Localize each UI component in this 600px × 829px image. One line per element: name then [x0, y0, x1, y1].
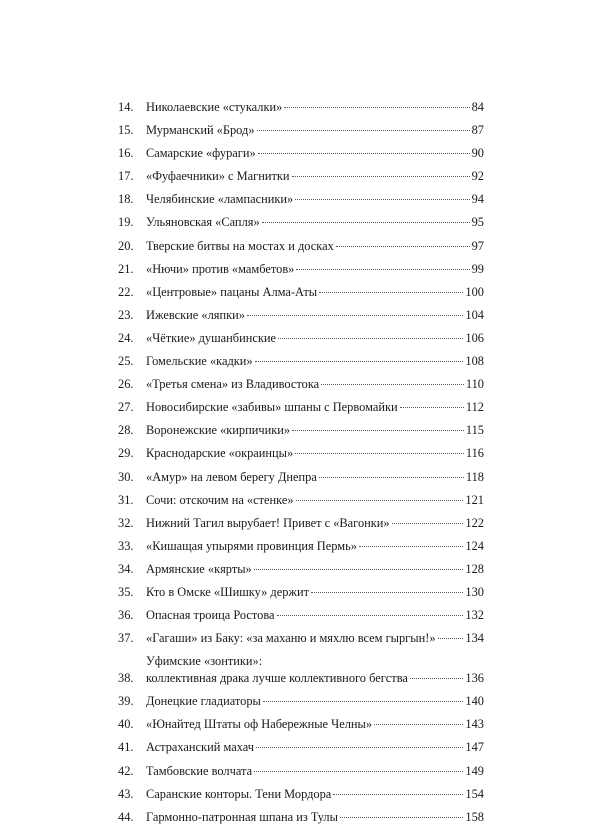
toc-entry-number: 32. — [118, 515, 134, 530]
toc-entry — [118, 211, 484, 234]
toc-entry-number: 36. — [118, 608, 134, 623]
dot-leader — [292, 176, 470, 177]
toc-entry-number: 42. — [118, 763, 134, 778]
toc-entry-page: 84 — [471, 100, 484, 114]
toc-entry-title: «Гагаши» из Баку: «за маханю и мяхлю всем гыргын!» — [146, 631, 436, 646]
toc-entry-number: 31. — [118, 492, 134, 507]
dot-leader — [295, 453, 464, 454]
toc-entry — [118, 327, 484, 350]
toc-entry-page: 97 — [471, 238, 484, 253]
toc-entry — [118, 713, 484, 736]
toc-entry — [118, 258, 484, 281]
toc-entry-page: 110 — [465, 377, 484, 392]
toc-entry-number: 24. — [118, 330, 134, 345]
toc-entry-number: 19. — [118, 215, 134, 230]
toc-entry-number: 15. — [118, 123, 134, 138]
toc-entry-title: Ульяновская «Сапля» — [146, 215, 260, 230]
toc-entry-title: Краснодарские «окраинцы» — [146, 446, 294, 461]
toc-entry-title: Новосибирские «забивы» шпаны с Первомайки — [146, 400, 398, 415]
toc-entry-page: 112 — [465, 400, 484, 415]
dot-leader — [296, 269, 469, 270]
toc-entry-page: 87 — [471, 123, 484, 138]
toc-entry — [118, 419, 484, 442]
toc-entry — [118, 373, 484, 396]
dot-leader — [257, 130, 470, 131]
toc-entry-page: 136 — [465, 671, 484, 686]
toc-entry-number: 30. — [118, 469, 134, 484]
toc-entry-title: «Третья смена» из Владивостока — [146, 377, 320, 392]
toc-entry-title: Нижний Тагил вырубает! Привет с «Вагонки» — [146, 515, 390, 530]
dot-leader — [359, 546, 463, 547]
dot-leader — [438, 638, 464, 639]
dot-leader — [284, 107, 469, 108]
dot-leader — [336, 246, 470, 247]
toc-entry — [118, 119, 484, 142]
toc-entry-title-continued: коллективная драка лучше коллективного бегства — [146, 671, 408, 686]
toc-entry — [118, 489, 484, 512]
toc-entry-page: 134 — [465, 631, 484, 646]
toc-entry-number: 18. — [118, 192, 134, 207]
dot-leader — [262, 222, 470, 223]
dot-leader — [292, 430, 464, 431]
toc-entry-title: «Юнайтед Штаты оф Набережные Челны» — [146, 717, 373, 732]
toc-entry-title: Мурманский «Брод» — [146, 123, 255, 138]
toc-entry — [118, 736, 484, 759]
toc-entry — [118, 535, 484, 558]
toc-entry-number: 38. — [118, 671, 134, 686]
toc-entry-title: Саранские конторы. Тени Мордора — [146, 786, 332, 801]
dot-leader — [278, 338, 463, 339]
toc-entry-number: 17. — [118, 169, 134, 184]
toc-entry-number: 20. — [118, 238, 134, 253]
toc-entry-page: 140 — [465, 694, 484, 709]
toc-entry-number: 16. — [118, 146, 134, 161]
toc-entry-number: 21. — [118, 261, 134, 276]
toc-entry — [118, 581, 484, 604]
toc-entry-page: 116 — [465, 446, 484, 461]
dot-leader — [392, 523, 464, 524]
toc-entry-title: «Нючи» против «мамбетов» — [146, 261, 295, 276]
toc-entry-title: Воронежские «кирпичики» — [146, 423, 291, 438]
dot-leader — [296, 500, 464, 501]
dot-leader — [321, 384, 464, 385]
toc-entry-number: 26. — [118, 377, 134, 392]
dot-leader — [256, 747, 463, 748]
toc-entry — [118, 235, 484, 258]
toc-entry-number: 34. — [118, 561, 134, 576]
toc-entry-page: 154 — [465, 786, 484, 801]
toc-entry-page: 108 — [465, 354, 484, 369]
toc-entry-page: 158 — [465, 809, 484, 824]
toc-entry-number: 28. — [118, 423, 134, 438]
dot-leader — [340, 817, 463, 818]
toc-entry — [118, 96, 484, 119]
toc-entry — [118, 165, 484, 188]
toc-entry-number: 33. — [118, 538, 134, 553]
toc-entry-title: Армянские «кярты» — [146, 561, 252, 576]
toc-entry — [118, 604, 484, 627]
toc-entry-title: Уфимские «зонтики»: — [146, 654, 263, 669]
toc-entry-title: Донецкие гладиаторы — [146, 694, 261, 709]
dot-leader — [311, 592, 463, 593]
toc-entry-page: 143 — [465, 717, 484, 732]
toc-entry-number: 25. — [118, 354, 134, 369]
toc-entry-number: 14. — [118, 100, 134, 114]
toc-entry-title: «Центровые» пацаны Алма-Аты — [146, 284, 318, 299]
toc-entry-page: 147 — [465, 740, 484, 755]
toc-entry-page: 121 — [465, 492, 484, 507]
toc-entry-page: 100 — [465, 284, 484, 299]
toc-entry-number: 44. — [118, 809, 134, 824]
toc-entry-number: 35. — [118, 584, 134, 599]
toc-entry-title: «Чёткие» душанбинские — [146, 330, 276, 345]
toc-entry-page: 130 — [465, 584, 484, 599]
toc-entry-page: 92 — [471, 169, 484, 184]
toc-entry-title: Сочи: отскочим на «стенке» — [146, 492, 294, 507]
toc-entry-title: Тамбовские волчата — [146, 763, 253, 778]
toc-entry-title: Кто в Омске «Шишку» держит — [146, 584, 309, 599]
dot-leader — [258, 153, 470, 154]
dot-leader — [254, 569, 464, 570]
toc-entry — [118, 690, 484, 713]
toc-entry-page: 106 — [465, 330, 484, 345]
toc-entry-page: 118 — [465, 469, 484, 484]
toc-entry-number: 41. — [118, 740, 134, 755]
dot-leader — [319, 477, 464, 478]
toc-entry-number: 29. — [118, 446, 134, 461]
toc-entry-page: 104 — [465, 307, 484, 322]
toc-entry-title: Тверские битвы на мостах и досках — [146, 238, 334, 253]
toc-entry — [118, 512, 484, 535]
toc-entry-page: 132 — [465, 608, 484, 623]
toc-entry-title: Ижевские «ляпки» — [146, 307, 245, 322]
toc-entry-title: Самарские «фураги» — [146, 146, 256, 161]
toc-entry-number: 27. — [118, 400, 134, 415]
dot-leader — [333, 794, 463, 795]
toc-entry-title: «Амур» на левом берегу Днепра — [146, 469, 317, 484]
dot-leader — [374, 724, 463, 725]
toc-entry-number: 40. — [118, 717, 134, 732]
dot-leader — [263, 701, 464, 702]
toc-entry — [118, 760, 484, 783]
dot-leader — [277, 615, 464, 616]
toc-entry — [118, 466, 484, 489]
dot-leader — [255, 361, 464, 362]
toc-entry-page: 95 — [471, 215, 484, 230]
toc-entry — [118, 558, 484, 581]
toc-entry-number: 43. — [118, 786, 134, 801]
toc-entry-page: 122 — [465, 515, 484, 530]
toc-entry — [118, 627, 484, 650]
toc-entry-title: Астраханский махач — [146, 740, 254, 755]
toc-entry-title: Гармонно-патронная шпана из Тулы — [146, 809, 338, 824]
toc-entry-title: Челябинские «лампасники» — [146, 192, 294, 207]
toc-entry-page: 128 — [465, 561, 484, 576]
dot-leader — [400, 407, 464, 408]
dot-leader — [410, 678, 464, 679]
toc-entry-page: 149 — [465, 763, 484, 778]
dot-leader — [254, 771, 463, 772]
toc-entry — [118, 650, 484, 690]
toc-entry-number: 23. — [118, 307, 134, 322]
toc-entry-title: Николаевские «стукалки» — [146, 100, 283, 114]
toc-entry — [118, 783, 484, 806]
table-of-contents — [118, 96, 484, 829]
toc-entry-title: Гомельские «кадки» — [146, 354, 253, 369]
toc-entry — [118, 188, 484, 211]
toc-entry-number: 37. — [118, 631, 134, 646]
toc-entry — [118, 142, 484, 165]
toc-entry-page: 99 — [471, 261, 484, 276]
toc-entry-number: 22. — [118, 284, 134, 299]
toc-entry — [118, 806, 484, 829]
toc-entry-title: «Фуфаечники» с Магнитки — [146, 169, 290, 184]
dot-leader — [319, 292, 463, 293]
dot-leader — [247, 315, 463, 316]
toc-entry-number: 39. — [118, 694, 134, 709]
toc-entry — [118, 350, 484, 373]
toc-entry-page: 94 — [471, 192, 484, 207]
toc-entry-page: 90 — [471, 146, 484, 161]
toc-entry-title: «Кишащая упырями провинция Пермь» — [146, 538, 357, 553]
toc-entry — [118, 304, 484, 327]
toc-entry — [118, 281, 484, 304]
toc-entry-page: 115 — [465, 423, 484, 438]
dot-leader — [295, 199, 469, 200]
toc-entry-page: 124 — [465, 538, 484, 553]
toc-entry — [118, 396, 484, 419]
toc-entry-title: Опасная троица Ростова — [146, 608, 275, 623]
toc-entry — [118, 442, 484, 465]
